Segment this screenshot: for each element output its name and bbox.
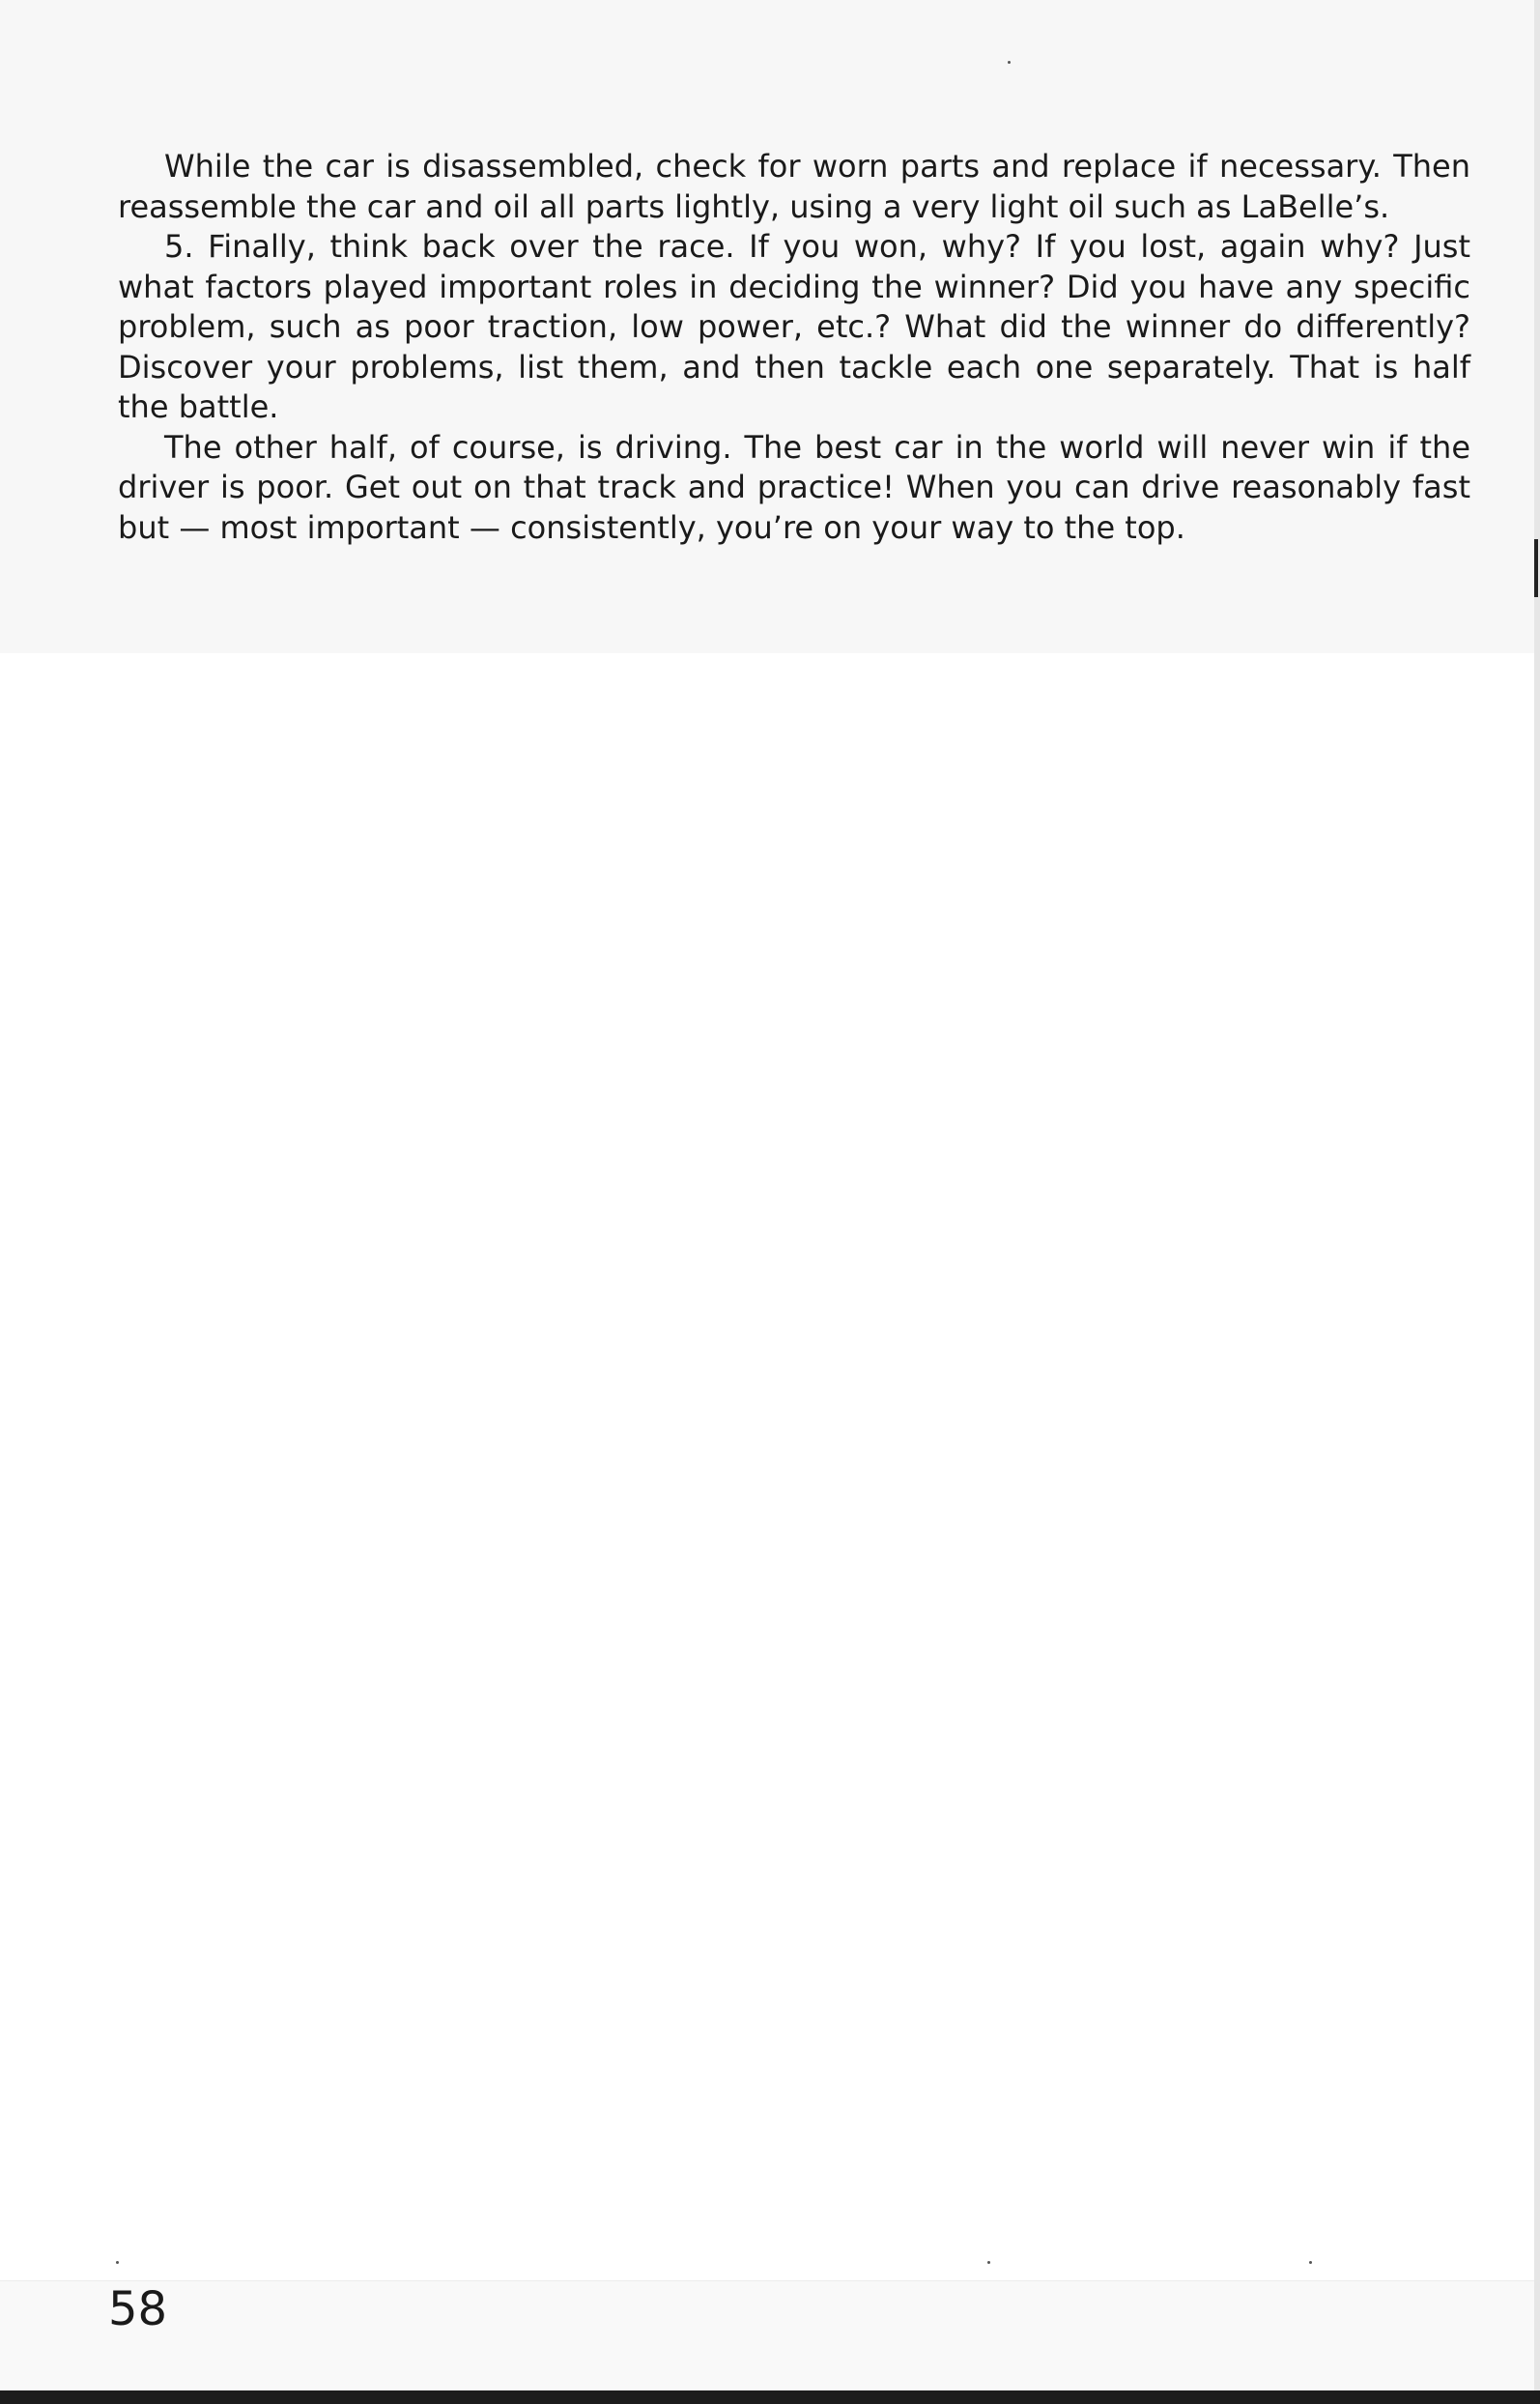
scan-speck (1309, 2261, 1312, 2264)
scan-speck (987, 2261, 990, 2264)
body-text (118, 147, 1470, 548)
page-number: 58 (108, 2282, 168, 2336)
page-bottom-edge (0, 2390, 1540, 2404)
scan-speck (116, 2261, 119, 2264)
paragraph: 5. Finally, think back over the race. If you won, why? If you lost, again why? Just what factors played important roles in deciding the winner? Did you have any specific problem, such as poor traction, low power, etc.? What did the winner do differently? Discover your problems, list them, and then tackle each one separately. That is half the battle. (118, 228, 1470, 425)
page-right-edge (1534, 0, 1540, 2404)
paragraph: The other half, of course, is driving. The best car in the world will never win if the driver is poor. Get out on that track and practice! When you can drive reasonably fast but — most important — consistently, you’re on your way to the top. (118, 428, 1470, 546)
paragraph: While the car is disassembled, check for worn parts and replace if necessary. Then reassemble the car and oil all parts lightly, using a very light oil such as LaBelle’s. (118, 148, 1470, 225)
scan-speck (1008, 61, 1011, 64)
page-footer-region (0, 2280, 1540, 2395)
page-edge-mark (1534, 539, 1538, 597)
